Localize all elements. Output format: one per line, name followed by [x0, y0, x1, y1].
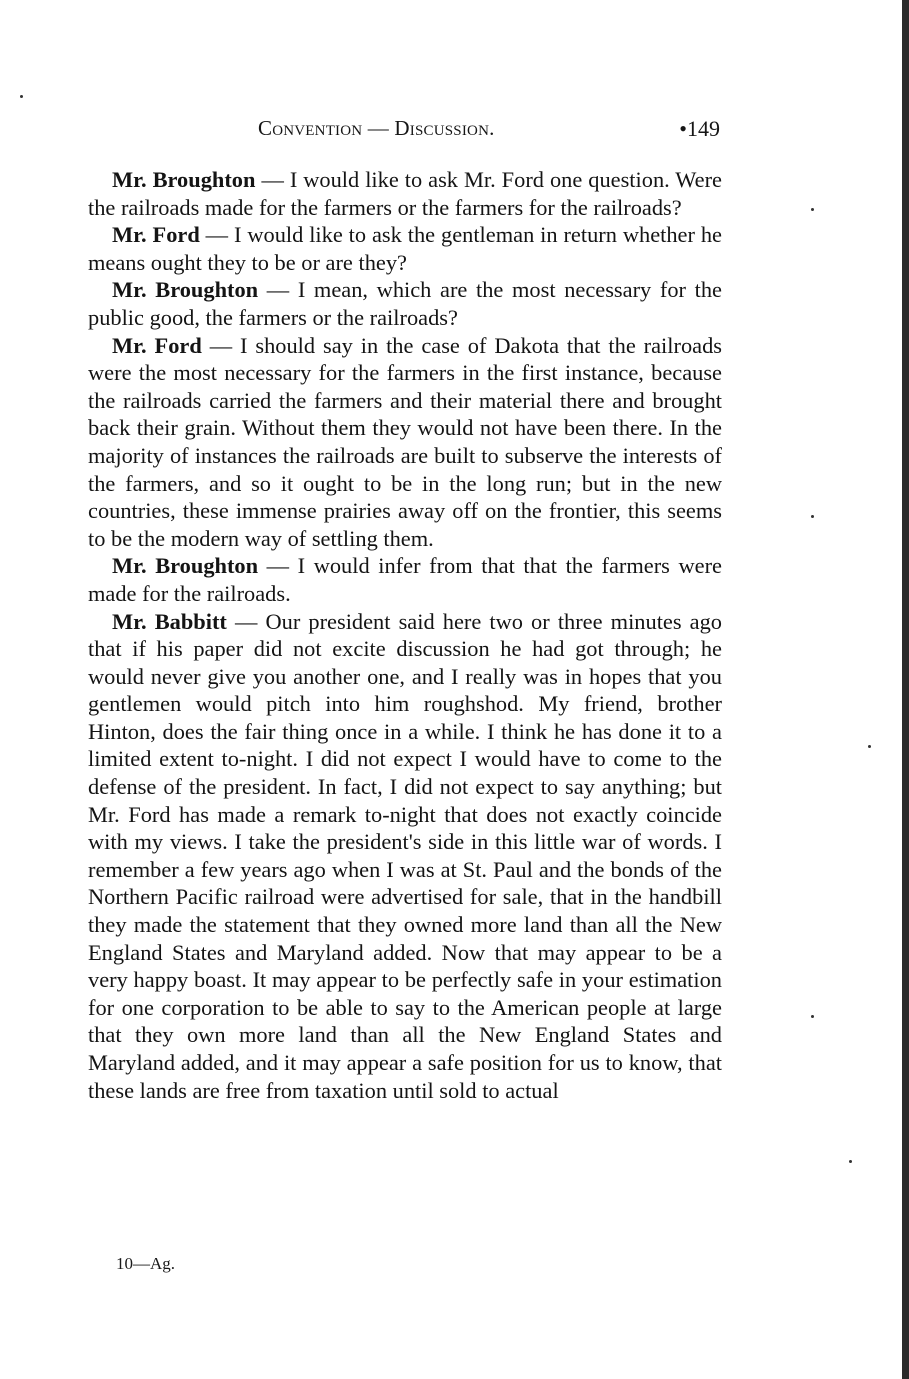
paragraph-text: — I would like to ask Mr. Ford one question. Were the railroads made for the farmers or the farmers for the railroads?	[88, 167, 722, 220]
page-number-value: 149	[687, 116, 720, 141]
printer-signature: 10—Ag.	[116, 1254, 176, 1273]
print-speck	[849, 1160, 852, 1163]
print-speck	[811, 1015, 814, 1018]
paragraph	[88, 608, 722, 1105]
paragraph-text: — I should say in the case of Dakota that the railroads were the most necessary for the farmers in the first instance, because the railroads carried the farmers and their material there and brought back their grain. Without them they would not have been there. In the majority of instances the railroads are built to subserve the interests of the farmers, and so it ought to be in the long run; but in the new countries, these immense prairies away off on the frontier, this seems to be the modern way of settling them.	[88, 332, 722, 551]
paragraph-text: — I would like to ask the gentleman in return whether he means ought they to be or are they?	[88, 222, 722, 275]
speaker-name: Mr. Ford	[112, 332, 202, 358]
speaker-name: Mr. Ford	[112, 222, 200, 248]
speaker-name: Mr. Babbitt	[112, 608, 227, 634]
paragraph	[88, 276, 722, 331]
page-edge-shadow	[902, 0, 909, 1379]
print-speck	[811, 208, 814, 211]
speaker-name: Mr. Broughton	[112, 167, 256, 192]
print-speck	[20, 95, 23, 98]
paragraph	[88, 332, 722, 553]
print-speck	[868, 745, 871, 748]
paragraph	[88, 552, 722, 607]
running-head: Convention — Discussion.	[258, 116, 495, 140]
speaker-name: Mr. Broughton	[112, 553, 259, 579]
page-header	[88, 116, 720, 146]
paragraph-text: — I mean, which are the most necessary for the public good, the farmers or the railroads?	[88, 277, 722, 330]
paragraph	[88, 166, 722, 221]
discussion-text	[88, 166, 722, 1104]
paragraph-text: — I would infer from that that the farmers were made for the railroads.	[88, 553, 722, 606]
speaker-name: Mr. Broughton	[112, 277, 259, 303]
page-number: •149	[679, 116, 720, 141]
paragraph	[88, 221, 722, 276]
print-speck	[811, 515, 814, 518]
paragraph-text: — Our president said here two or three minutes ago that if his paper did not excite discussion he had got through; he would never give you another one, and I really was in hopes that you gentlemen would pitch into him roughshod. My friend, brother Hinton, does the fair thing once in a while. I think he has done it to a limited extent to-night. I did not expect I would have to come to the defense of the president. In fact, I did not expect to say anything; but Mr. Ford has made a remark to-night that does not exactly coincide with my views. I take the president's side in this little war of words. I remember a few years ago when I was at St. Paul and the bonds of the Northern Pacific railroad were advertised for sale, that in the handbill they made the statement that they owned more land than all the New England States and Maryland added. Now that may appear to be a very happy boast. It may appear to be perfectly safe in your estimation for one corporation to be able to say to the American people at large that they own more land than all the New England States and Maryland added, and it may appear a safe position for us to know, that these lands are free from taxation until sold to actual	[88, 608, 722, 1103]
